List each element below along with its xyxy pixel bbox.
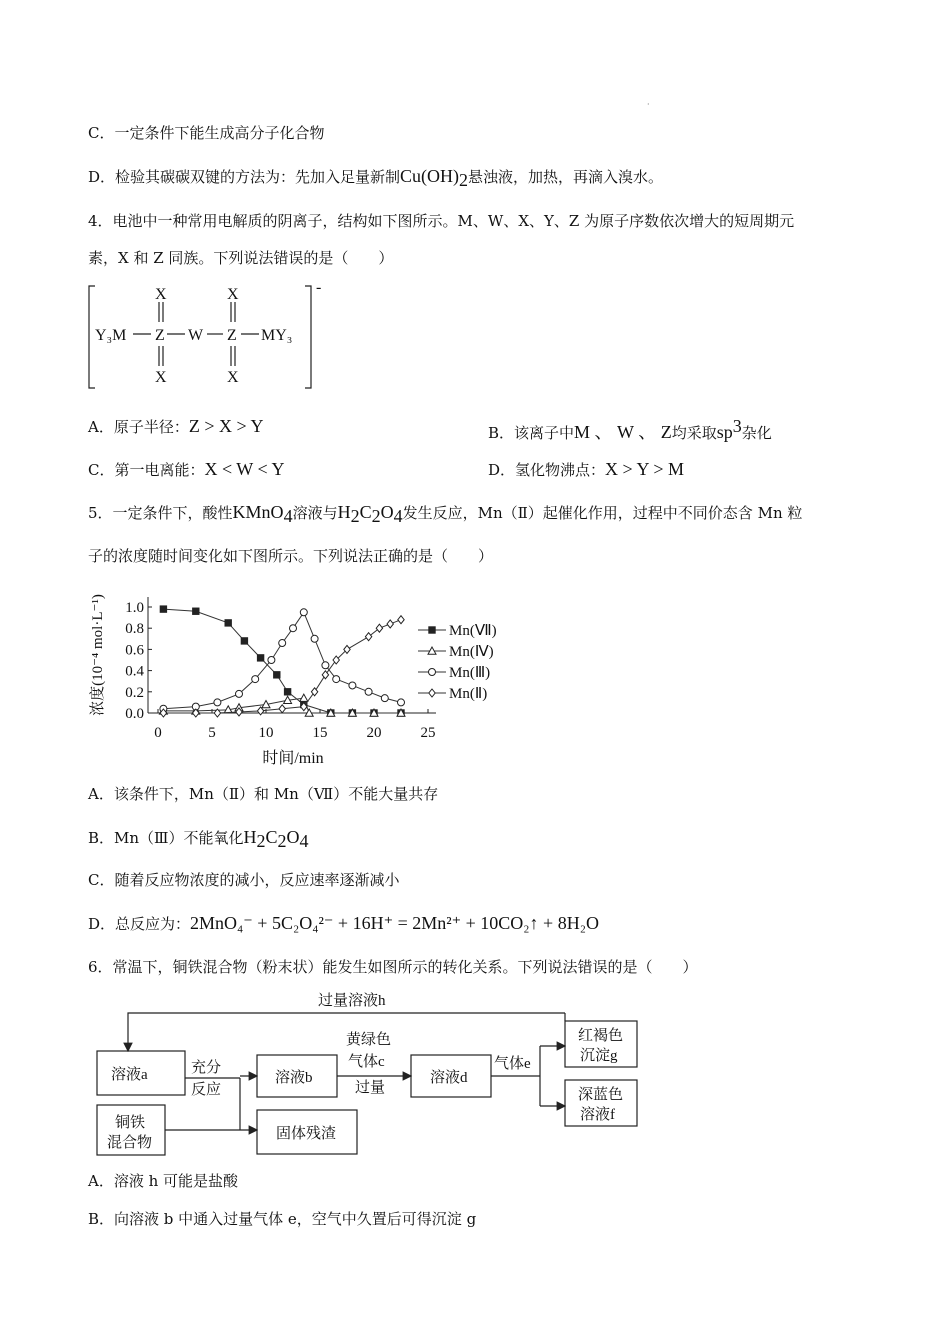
struct-x-top-right: X	[227, 286, 239, 303]
data-point	[311, 635, 318, 642]
q5-option-b-c-sub: 2	[277, 831, 287, 851]
flow-gas-c-line3: 过量	[355, 1080, 386, 1096]
data-point	[225, 620, 231, 626]
flow-top-label: 过量溶液h	[318, 993, 386, 1009]
q5-stem-a: 5．一定条件下，酸性	[88, 504, 233, 522]
struct-w: W	[188, 327, 204, 344]
y-tick-label: 0.6	[125, 642, 144, 659]
data-point	[160, 606, 166, 612]
q4-option-d-label: D．氢化物沸点：	[488, 461, 606, 479]
legend-marker	[429, 669, 436, 676]
q4-option-c-label: C．第一电离能：	[88, 461, 205, 479]
q5-stem-b: 溶液与	[292, 504, 338, 522]
legend-label: Mn(Ⅶ)	[449, 623, 497, 639]
y-tick-label: 0.4	[125, 663, 144, 680]
struct-z-right: Z	[227, 327, 237, 344]
q6-option-a: A．溶液 h 可能是盐酸	[88, 1172, 239, 1190]
struct-z-left: Z	[155, 327, 165, 344]
struct-x-bottom-right: X	[227, 369, 239, 386]
q4-option-a	[88, 415, 263, 438]
q4-option-b-mid: 均采取	[671, 424, 717, 442]
data-point	[398, 699, 405, 706]
struct-left-group: Y₃M	[95, 327, 127, 344]
data-point	[365, 688, 372, 695]
q4-option-a-formula: Z > X > Y	[188, 416, 264, 436]
q5-option-b-c: C	[265, 827, 278, 847]
x-tick-label: 5	[208, 725, 216, 741]
data-point	[387, 620, 393, 628]
legend-marker	[429, 627, 435, 633]
data-point	[274, 672, 280, 678]
q4-option-d	[488, 458, 684, 481]
flow-gas-e: 气体e	[494, 1056, 531, 1072]
data-point	[279, 640, 286, 647]
x-tick-label: 25	[420, 725, 436, 741]
q5-option-d-pre: D．总反应为：	[88, 915, 191, 933]
q3-option-d-sub: 2	[459, 170, 469, 190]
flow-box-b: 溶液b	[275, 1070, 313, 1086]
data-point	[376, 624, 382, 632]
flow-box-a: 溶液a	[111, 1067, 148, 1083]
q5-option-c: C．随着反应物浓度的减小，反应速率逐渐减小	[88, 871, 400, 889]
y-tick-label: 0.0	[125, 706, 144, 722]
flow-box-mix-line2: 混合物	[107, 1135, 153, 1151]
q5-stem-line1	[88, 501, 802, 527]
data-point	[236, 690, 243, 697]
q4-option-d-formula: X > Y > M	[605, 459, 685, 479]
x-tick-label: 20	[366, 725, 382, 741]
concentration-chart	[88, 585, 518, 770]
q3-option-d-pre: D．检验其碳碳双键的方法为：先加入足量新制	[88, 168, 401, 186]
legend-marker	[429, 689, 435, 697]
q4-stem-line1: 4．电池中一种常用电解质的阴离子，结构如下图所示。M、W、X、Y、Z 为原子序数依次增大的短周期元	[88, 212, 795, 230]
data-point	[241, 638, 247, 644]
q4-option-c-formula: X < W < Y	[204, 459, 285, 479]
q6-stem: 6．常温下，铜铁混合物（粉末状）能发生如图所示的转化关系。下列说法错误的是（ ）	[88, 958, 698, 976]
series-line-4	[163, 620, 401, 713]
q5-o-sub: 4	[393, 506, 403, 526]
data-point	[381, 695, 388, 702]
q3-option-d	[88, 165, 663, 191]
q5-stem-c: 发生反应，Mn（Ⅱ）起催化作用，过程中不同价态含 Mn 粒	[402, 504, 803, 522]
x-tick-label: 10	[258, 725, 274, 741]
y-axis-label: 浓度(10⁻⁴ mol·L⁻¹)	[90, 594, 106, 716]
series-line-1	[163, 609, 401, 713]
x-axis-label: 时间/min	[262, 750, 324, 767]
struct-right-group: MY₃	[261, 327, 293, 344]
struct-x-bottom-left: X	[155, 369, 167, 386]
data-point	[257, 655, 263, 661]
q6-flow-diagram	[95, 988, 655, 1160]
q4-option-b-sup: 3	[732, 416, 742, 436]
q3-option-c: C．一定条件下能生成高分子化合物	[88, 124, 325, 142]
q5-option-b-o: O	[286, 827, 300, 847]
q6-option-b: B．向溶液 b 中通入过量气体 e，空气中久置后可得沉淀 g	[88, 1210, 477, 1228]
legend-label: Mn(Ⅳ)	[449, 644, 494, 660]
q5-option-b-o-sub: 4	[299, 831, 309, 851]
flow-box-f-line1: 深蓝色	[578, 1087, 624, 1103]
y-tick-label: 1.0	[125, 600, 144, 616]
q4-structure-diagram	[85, 282, 335, 394]
stray-dot: ·	[647, 100, 650, 109]
data-point	[333, 676, 340, 683]
q5-o: O	[380, 502, 394, 522]
legend-label: Mn(Ⅲ)	[449, 665, 491, 681]
data-point	[193, 608, 199, 614]
data-point	[284, 689, 290, 695]
series-line-3	[163, 612, 401, 708]
flow-box-residue: 固体残渣	[276, 1126, 337, 1142]
q5-kmno4: KMnO	[232, 502, 284, 522]
q5-option-b-pre: B．Mn（Ⅲ）不能氧化	[88, 829, 244, 847]
struct-x-top-left: X	[155, 286, 167, 303]
q4-option-b-sp: sp	[716, 422, 733, 442]
flow-step1-line1: 充分	[191, 1060, 222, 1076]
data-point	[365, 633, 371, 641]
data-point	[300, 694, 308, 701]
x-tick-label: 15	[312, 725, 328, 741]
flow-box-f-line2: 溶液f	[580, 1107, 615, 1123]
q5-option-d-equation: 2MnO₄⁻ + 5C₂O₄²⁻ + 16H⁺ = 2Mn²⁺ + 10CO₂↑ + 8H₂O	[190, 913, 599, 933]
data-point	[252, 676, 259, 683]
data-point	[268, 657, 275, 664]
q5-h-sub: 2	[350, 506, 360, 526]
flow-gas-c-line2: 气体c	[348, 1054, 385, 1070]
q5-h: H	[337, 502, 351, 522]
flow-gas-c-line1: 黄绿色	[346, 1032, 392, 1048]
data-point	[290, 625, 297, 632]
y-tick-label: 0.2	[125, 684, 144, 701]
data-point	[214, 699, 221, 706]
flow-box-g-line1: 红褐色	[578, 1028, 624, 1044]
y-tick-label: 0.8	[125, 621, 144, 638]
q5-kmno4-sub: 4	[283, 506, 293, 526]
q5-option-a: A．该条件下，Mn（Ⅱ）和 Mn（Ⅶ）不能大量共存	[88, 785, 439, 803]
flow-step1-line2: 反应	[191, 1082, 222, 1098]
data-point	[279, 705, 285, 713]
legend-label: Mn(Ⅱ)	[449, 686, 488, 702]
q4-option-b	[488, 415, 772, 444]
q5-c-sub: 2	[371, 506, 381, 526]
x-tick-label: 0	[154, 725, 162, 741]
q4-option-c	[88, 458, 284, 481]
q5-option-b	[88, 826, 309, 852]
q3-option-d-formula: Cu(OH)	[400, 166, 460, 186]
q5-option-b-h-sub: 2	[256, 831, 266, 851]
q4-option-b-label: B．该离子中	[488, 424, 575, 442]
q5-option-b-h: H	[243, 827, 257, 847]
q4-option-b-post: 杂化	[741, 424, 772, 442]
q5-option-d	[88, 912, 599, 935]
q4-option-b-formula: M 、 W 、 Z	[574, 422, 672, 442]
q5-stem-line2: 子的浓度随时间变化如下图所示。下列说法正确的是（ ）	[88, 547, 494, 565]
flow-box-mix-line1: 铜铁	[115, 1115, 146, 1131]
flow-box-d: 溶液d	[430, 1070, 468, 1086]
data-point	[349, 682, 356, 689]
q5-c: C	[359, 502, 372, 522]
q3-option-d-post: 悬浊液，加热，再滴入溴水。	[468, 168, 664, 186]
flow-box-g-line2: 沉淀g	[580, 1048, 618, 1064]
ion-charge: -	[316, 282, 322, 296]
data-point	[398, 616, 404, 624]
data-point	[322, 662, 329, 669]
data-point	[300, 609, 307, 616]
q4-stem-line2: 素，X 和 Z 同族。下列说法错误的是（ ）	[88, 249, 394, 267]
q4-option-a-label: A．原子半径：	[88, 418, 189, 436]
